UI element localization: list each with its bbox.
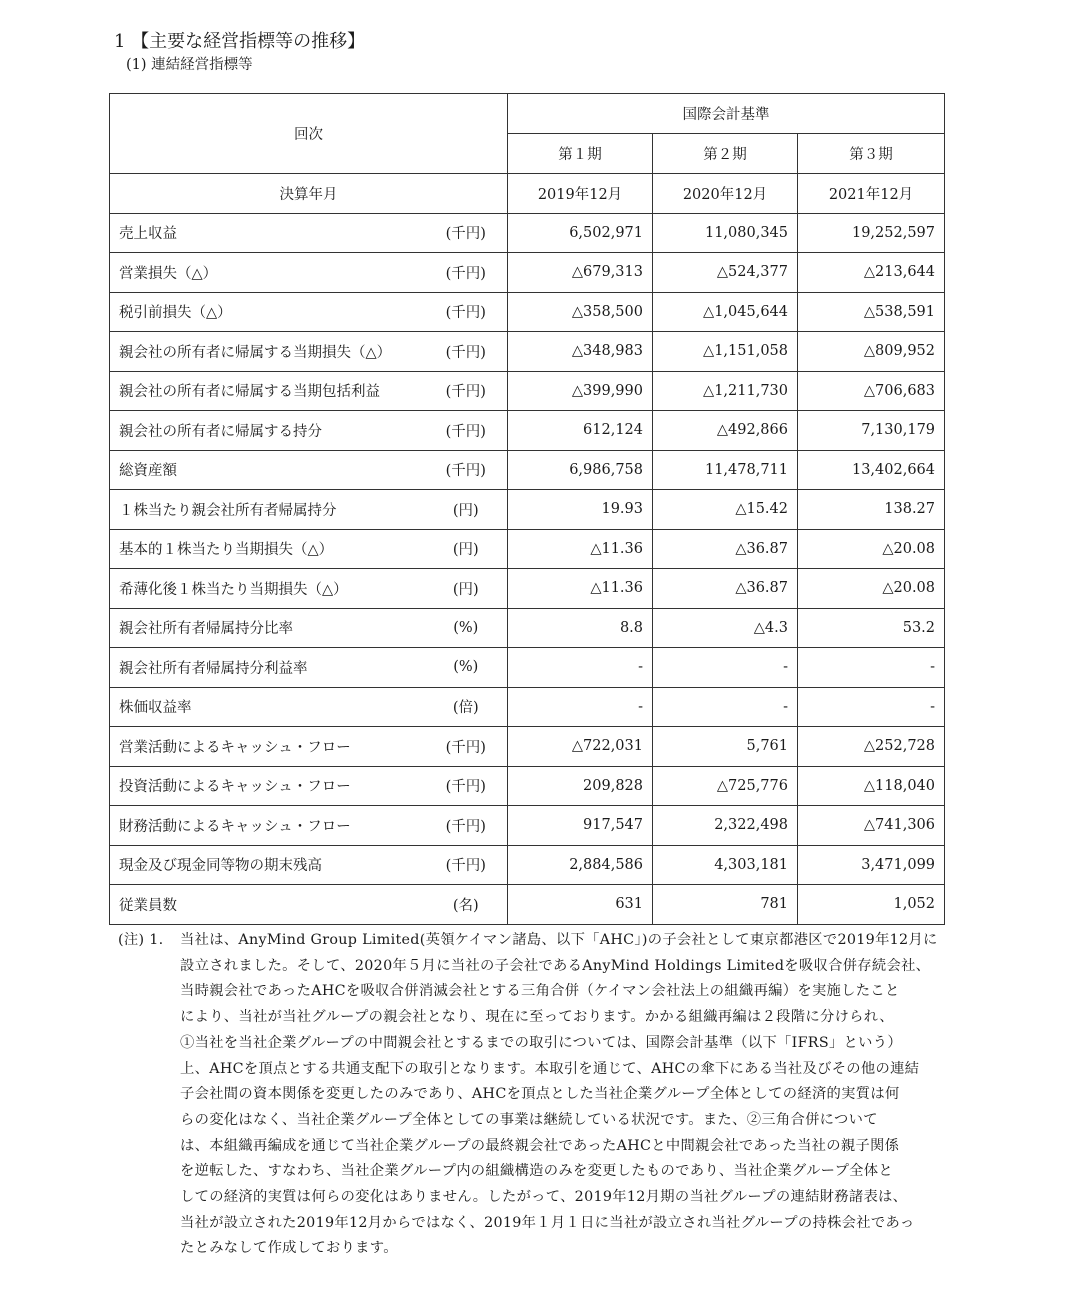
value-cell: 8.8 [508, 608, 653, 648]
value-cell: 5,761 [653, 727, 798, 767]
value-cell: - [798, 648, 945, 688]
value-cell: △4.3 [653, 608, 798, 648]
row-unit: (千円) [425, 292, 508, 332]
value-cell: △399,990 [508, 371, 653, 411]
value-cell: △722,031 [508, 727, 653, 767]
value-cell: △36.87 [653, 569, 798, 609]
value-cell: △706,683 [798, 371, 945, 411]
table-row [110, 450, 945, 490]
table-row [110, 885, 945, 925]
value-cell: △741,306 [798, 806, 945, 846]
row-label: １株当たり親会社所有者帰属持分 [110, 490, 425, 530]
row-unit: (千円) [425, 766, 508, 806]
value-cell: - [508, 648, 653, 688]
value-cell: 612,124 [508, 411, 653, 451]
value-cell: 11,080,345 [653, 213, 798, 253]
row-unit: (円) [425, 529, 508, 569]
row-unit: (倍) [425, 687, 508, 727]
row-unit: (千円) [425, 371, 508, 411]
value-cell: △492,866 [653, 411, 798, 451]
value-cell: △809,952 [798, 332, 945, 372]
value-cell: △1,045,644 [653, 292, 798, 332]
value-cell: 4,303,181 [653, 845, 798, 885]
table-row [110, 806, 945, 846]
row-label: 希薄化後１株当たり当期損失（△） [110, 569, 425, 609]
period-header: 第１期 [508, 134, 653, 174]
table-row [110, 648, 945, 688]
value-cell: 11,478,711 [653, 450, 798, 490]
value-cell: 1,052 [798, 885, 945, 925]
row-unit: (千円) [425, 727, 508, 767]
value-cell: 3,471,099 [798, 845, 945, 885]
value-cell: 6,502,971 [508, 213, 653, 253]
row-unit: (名) [425, 885, 508, 925]
table-row [110, 411, 945, 451]
table-row [110, 845, 945, 885]
value-cell: 19.93 [508, 490, 653, 530]
note-line: 上、AHCを頂点とする共通支配下の取引となります。本取引を通じて、AHCの傘下にある当社及びその他の連結 [180, 1060, 920, 1077]
row-label: 親会社の所有者に帰属する当期包括利益 [110, 371, 425, 411]
note-line: 子会社間の資本関係を変更したのみであり、AHCを頂点とした当社企業グループ全体としての経済的実質は何 [180, 1086, 900, 1103]
value-cell: 209,828 [508, 766, 653, 806]
value-cell: △11.36 [508, 569, 653, 609]
value-cell: 7,130,179 [798, 411, 945, 451]
value-cell: △538,591 [798, 292, 945, 332]
row-unit: (千円) [425, 806, 508, 846]
section-heading: 1 【主要な経営指標等の推移】 [114, 31, 366, 52]
row-label: 財務活動によるキャッシュ・フロー [110, 806, 425, 846]
note-first-line [118, 928, 968, 954]
value-cell: △213,644 [798, 253, 945, 293]
row-label: 親会社の所有者に帰属する当期損失（△） [110, 332, 425, 372]
note-line: により、当社が当社グループの親会社となり、現在に至っております。かかる組織再編は２段階に分けられ、 [180, 1009, 894, 1026]
note-line: 当社が設立された2019年12月からではなく、2019年１月１日に当社が設立され当社グループの持株会社であっ [180, 1214, 915, 1231]
note-line: らの変化はなく、当社企業グループ全体としての事業は継続している状況です。また、②三角合併について [180, 1111, 878, 1128]
kaiji-header: 回次 [110, 94, 508, 174]
value-cell: - [653, 648, 798, 688]
row-label: 親会社所有者帰属持分利益率 [110, 648, 425, 688]
row-unit: (円) [425, 490, 508, 530]
note-line: たとみなして作成しております。 [180, 1240, 398, 1257]
value-cell: △36.87 [653, 529, 798, 569]
table-row [110, 766, 945, 806]
row-label: 総資産額 [110, 450, 425, 490]
row-unit: (千円) [425, 332, 508, 372]
value-cell: △15.42 [653, 490, 798, 530]
row-unit: (千円) [425, 450, 508, 490]
value-cell: △20.08 [798, 569, 945, 609]
value-cell: 917,547 [508, 806, 653, 846]
row-unit: (千円) [425, 253, 508, 293]
value-cell: △20.08 [798, 529, 945, 569]
value-cell: △252,728 [798, 727, 945, 767]
table-row [110, 608, 945, 648]
value-cell: △524,377 [653, 253, 798, 293]
note-line: は、本組織再編成を通じて当社企業グループの最終親会社であったAHCと中間親会社であった当社の親子関係 [180, 1137, 900, 1154]
value-cell: 2,884,586 [508, 845, 653, 885]
value-cell: 53.2 [798, 608, 945, 648]
row-label: 税引前損失（△） [110, 292, 425, 332]
value-cell: 138.27 [798, 490, 945, 530]
table-row [110, 569, 945, 609]
row-unit: (%) [425, 608, 508, 648]
table-row [110, 371, 945, 411]
row-unit: (千円) [425, 411, 508, 451]
row-label: 従業員数 [110, 885, 425, 925]
section-subheading: (1) 連結経営指標等 [126, 57, 253, 73]
row-label: 株価収益率 [110, 687, 425, 727]
value-cell: 6,986,758 [508, 450, 653, 490]
header-row-standard [110, 94, 945, 134]
period-header: 第２期 [653, 134, 798, 174]
row-label: 営業損失（△） [110, 253, 425, 293]
row-unit: (円) [425, 569, 508, 609]
value-cell: △11.36 [508, 529, 653, 569]
value-cell: △679,313 [508, 253, 653, 293]
row-unit: (千円) [425, 845, 508, 885]
table-row [110, 529, 945, 569]
note-marker: (注) 1. [118, 932, 164, 948]
note-line: 設立されました。そして、2020年５月に当社の子会社であるAnyMind Holdings Limitedを吸収合併存続会社、 [180, 957, 931, 974]
table-row [110, 687, 945, 727]
table-row [110, 727, 945, 767]
row-unit: (千円) [425, 213, 508, 253]
fiscal-month-row [110, 174, 945, 214]
value-cell: - [653, 687, 798, 727]
row-label: 営業活動によるキャッシュ・フロー [110, 727, 425, 767]
table-row [110, 490, 945, 530]
value-cell: △1,151,058 [653, 332, 798, 372]
value-cell: △1,211,730 [653, 371, 798, 411]
note-line: 当社は、AnyMind Group Limited(英領ケイマン諸島、以下「AHC」)の子会社として東京都港区で2019年12月に [180, 932, 938, 948]
value-cell: 19,252,597 [798, 213, 945, 253]
row-label: 現金及び現金同等物の期末残高 [110, 845, 425, 885]
row-label: 基本的１株当たり当期損失（△） [110, 529, 425, 569]
fiscal-month-cell: 2021年12月 [798, 174, 945, 214]
value-cell: 13,402,664 [798, 450, 945, 490]
value-cell: △118,040 [798, 766, 945, 806]
financial-indicators-table [109, 93, 945, 925]
value-cell: 631 [508, 885, 653, 925]
value-cell: 781 [653, 885, 798, 925]
note-line: ①当社を当社企業グループの中間親会社とするまでの取引については、国際会計基準（以下「IFRS」という） [180, 1034, 902, 1051]
value-cell: △358,500 [508, 292, 653, 332]
standard-header: 国際会計基準 [508, 94, 945, 134]
value-cell: △725,776 [653, 766, 798, 806]
fiscal-month-label: 決算年月 [110, 174, 508, 214]
row-label: 親会社所有者帰属持分比率 [110, 608, 425, 648]
fiscal-month-cell: 2019年12月 [508, 174, 653, 214]
table-row [110, 253, 945, 293]
value-cell: - [798, 687, 945, 727]
row-label: 親会社の所有者に帰属する持分 [110, 411, 425, 451]
table-row [110, 332, 945, 372]
table-row [110, 213, 945, 253]
note-line: を逆転した、すなわち、当社企業グループ内の組織構造のみを変更したものであり、当社企業グループ全体と [180, 1163, 893, 1180]
value-cell: △348,983 [508, 332, 653, 372]
row-label: 売上収益 [110, 213, 425, 253]
row-label: 投資活動によるキャッシュ・フロー [110, 766, 425, 806]
value-cell: 2,322,498 [653, 806, 798, 846]
value-cell: - [508, 687, 653, 727]
period-header: 第３期 [798, 134, 945, 174]
note-line: 当時親会社であったAHCを吸収合併消滅会社とする三角合併（ケイマン会社法上の組織再編）を実施したこと [180, 983, 900, 1000]
table-row [110, 292, 945, 332]
fiscal-month-cell: 2020年12月 [653, 174, 798, 214]
notes-section [118, 928, 968, 1262]
note-line: しての経済的実質は何らの変化はありません。したがって、2019年12月期の当社グループの連結財務諸表は、 [180, 1189, 908, 1206]
row-unit: (%) [425, 648, 508, 688]
